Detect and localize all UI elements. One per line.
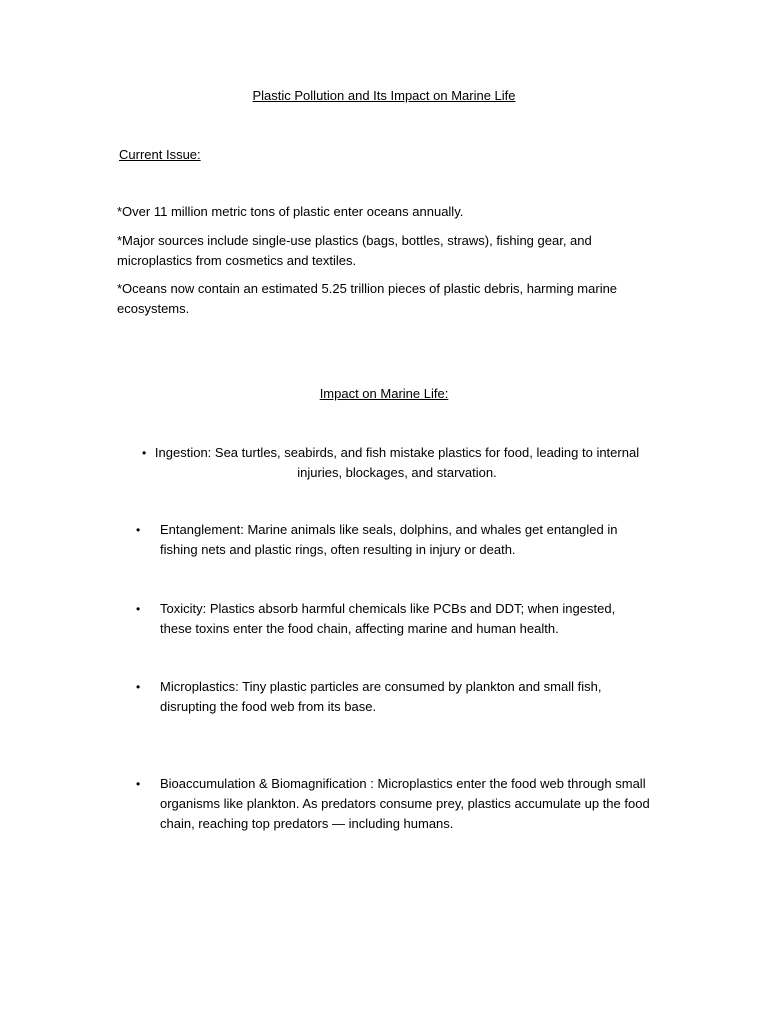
impact-heading — [0, 384, 768, 404]
impact-heading-text: Impact on Marine Life: — [319, 386, 449, 401]
impact-item-text: Microplastics: Tiny plastic particles are consumed by plankton and small fish, disrupting the food web from its base. — [160, 679, 602, 714]
impact-item-text: Toxicity: Plastics absorb harmful chemicals like PCBs and DDT; when ingested, these toxins enter the food chain, affecting marine and human health. — [160, 601, 616, 636]
bullet-icon: • — [136, 777, 141, 791]
document-title: Plastic Pollution and Its Impact on Marine Life — [252, 88, 516, 103]
current-issue-point: *Major sources include single-use plastics (bags, bottles, straws), fishing gear, and microplastics from cosmetics and textiles. — [117, 233, 592, 268]
impact-item-text: Bioaccumulation & Biomagnification : Microplastics enter the food web through small organisms like plankton. As predators consume prey, plastics accumulate up the food chain, reaching top predators — including humans. — [160, 776, 650, 831]
current-issue-point: *Oceans now contain an estimated 5.25 trillion pieces of plastic debris, harming marine ecosystems. — [117, 281, 618, 316]
bullet-icon: • — [136, 523, 141, 537]
current-issue-point: *Over 11 million metric tons of plastic enter oceans annually. — [117, 204, 464, 219]
impact-item-text: Entanglement: Marine animals like seals, dolphins, and whales get entangled in fishing nets and plastic rings, often resulting in injury or death. — [160, 522, 618, 557]
bullet-icon: • — [136, 602, 141, 616]
impact-item-text: Ingestion: Sea turtles, seabirds, and fish mistake plastics for food, leading to internal injuries, blockages, and starvation. — [154, 445, 640, 480]
current-issue-heading: Current Issue: — [119, 147, 201, 162]
bullet-icon: • — [142, 446, 147, 460]
bullet-icon: • — [136, 680, 141, 694]
